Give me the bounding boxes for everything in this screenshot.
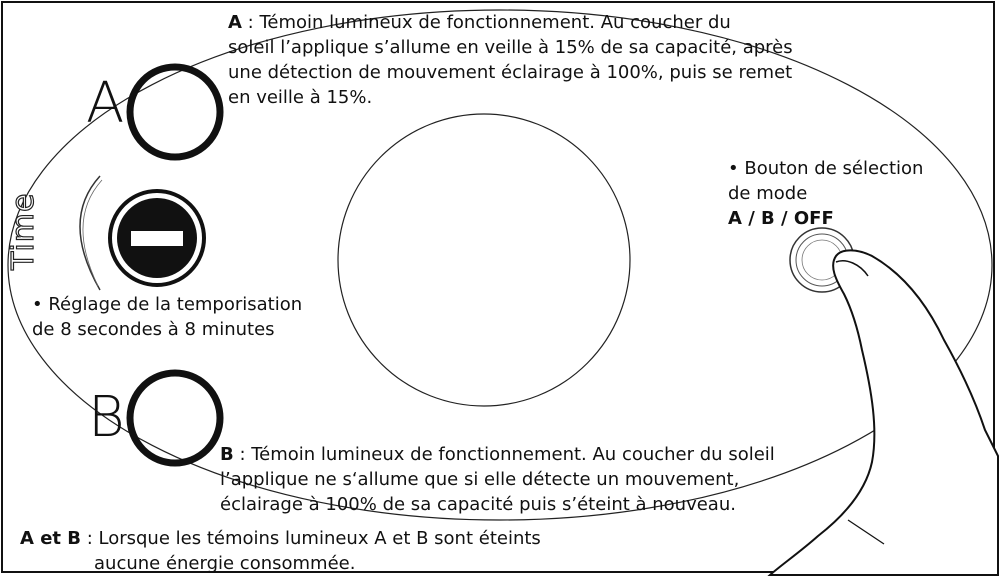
indicator-a-circle [130,67,220,157]
description-b-key: B [220,444,234,465]
description-a-key: A [228,12,242,33]
description-a: A : Témoin lumineux de fonctionnement. Au coucher du soleil l’applique s’allume en veille à 15% de sa capacité, après une détection de mouvement éclairage à 100%, puis se remet en veille à 15%. [228,12,793,108]
description-b: B : Témoin lumineux de fonctionnement. Au coucher du soleil l’applique ne s‘allume que si elle détecte un mouvement, éclairage à 100% de sa capacité puis s’éteint à nouveau. [220,444,775,515]
indicator-b-circle [130,373,220,463]
mode-button-description: • Bouton de sélection de mode A / B / OFF [728,158,924,229]
finger-icon [770,250,998,575]
sensor-lens [338,114,630,406]
footer-key: A et B [20,528,81,549]
timer-knob-icon [110,191,204,285]
footer-note: A et B : Lorsque les témoins lumineux A et B sont éteints aucune énergie consommée. [20,528,541,574]
indicator-b-letter: B [88,385,125,450]
timer-description: • Réglage de la temporisation de 8 secondes à 8 minutes [32,294,303,340]
time-label: Time [6,192,41,270]
indicator-a-letter: A [86,71,125,136]
mode-options: A / B / OFF [728,208,834,229]
